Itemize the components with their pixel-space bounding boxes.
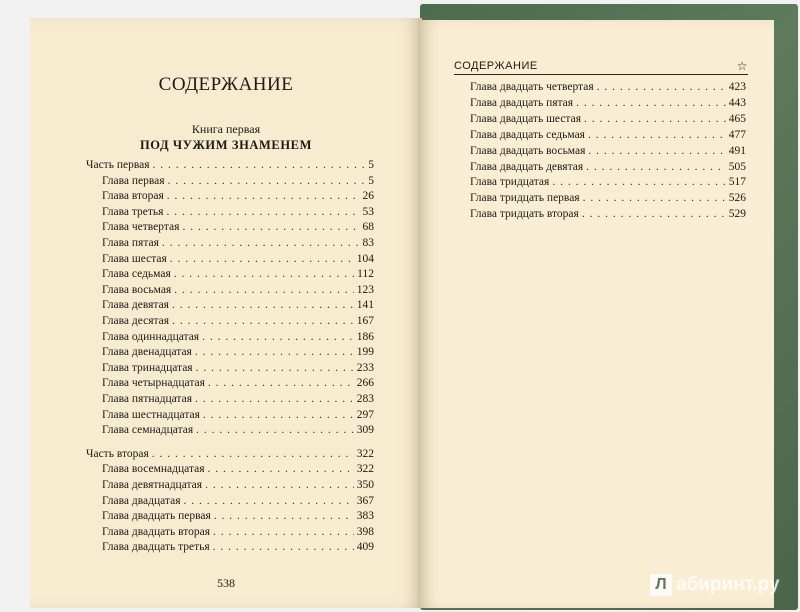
entry-page-number: 367 — [356, 494, 374, 507]
entry-label: Глава двадцать шестая — [470, 112, 581, 125]
entry-page-number: 26 — [362, 190, 374, 203]
entry-label: Глава тридцать вторая — [470, 208, 579, 221]
toc-chapter-entry — [102, 478, 374, 492]
dot-leader — [208, 462, 354, 476]
toc-chapter-entry — [470, 128, 746, 142]
toc-chapter-entry — [102, 267, 374, 281]
dot-leader — [584, 112, 726, 126]
dot-leader — [214, 509, 354, 523]
entry-page-number: 409 — [356, 541, 374, 554]
dot-leader — [213, 525, 354, 539]
toc-chapter-entry — [102, 540, 374, 554]
entry-page-number: 526 — [728, 192, 746, 205]
entry-label: Глава шестая — [102, 252, 167, 265]
entry-label: Глава двадцать седьмая — [470, 128, 585, 141]
dot-leader — [552, 175, 725, 189]
entry-label: Глава третья — [102, 205, 164, 218]
entry-label: Глава девятая — [102, 299, 169, 312]
dot-leader — [202, 330, 354, 344]
entry-page-number: 112 — [357, 268, 374, 281]
entry-label: Глава восемнадцатая — [102, 463, 205, 476]
entry-label: Глава вторая — [102, 190, 164, 203]
toc-chapter-entry — [102, 236, 374, 250]
dot-leader — [213, 540, 354, 554]
dot-leader — [196, 361, 354, 375]
dot-leader — [153, 158, 366, 172]
toc-chapter-entry — [102, 252, 374, 266]
toc-chapter-entry — [470, 80, 746, 94]
entry-label: Глава тридцатая — [470, 176, 550, 189]
dot-leader — [184, 494, 354, 508]
entry-page-number: 491 — [728, 144, 746, 157]
dot-leader — [588, 144, 725, 158]
entry-page-number: 104 — [356, 252, 374, 265]
toc-chapter-entry — [470, 175, 746, 189]
dot-leader — [588, 128, 726, 142]
toc-chapter-entry — [102, 462, 374, 476]
dot-leader — [582, 207, 726, 221]
entry-page-number: 309 — [356, 424, 374, 437]
toc-chapter-entry — [102, 345, 374, 359]
entry-label: Глава шестнадцатая — [102, 408, 200, 421]
entry-label: Глава четвертая — [102, 221, 180, 234]
entry-page-number: 167 — [356, 315, 374, 327]
entry-page-number: 83 — [362, 237, 374, 249]
toc-chapter-entry — [470, 160, 746, 174]
entry-page-number: 477 — [728, 128, 746, 141]
entry-label: Глава двадцать первая — [102, 510, 211, 523]
entry-label: Глава двадцатая — [102, 494, 181, 507]
toc-chapter-entry — [102, 376, 374, 390]
entry-page-number: 53 — [362, 205, 374, 218]
left-page — [30, 18, 422, 608]
toc-chapter-entry — [102, 189, 374, 203]
dot-leader — [174, 283, 354, 297]
watermark-text: абиринт.ру — [676, 574, 780, 595]
toc-chapter-entry — [102, 205, 374, 219]
dot-leader — [170, 252, 354, 266]
watermark — [650, 574, 780, 596]
running-head — [454, 60, 748, 75]
entry-label: Глава пятнадцатая — [102, 393, 192, 405]
entry-label: Часть вторая — [86, 447, 149, 460]
entry-label: Часть первая — [86, 159, 150, 171]
toc-chapter-entry — [102, 283, 374, 297]
toc-chapter-entry — [102, 494, 374, 508]
toc-title: СОДЕРЖАНИЕ — [158, 74, 294, 95]
dot-leader — [195, 345, 354, 359]
entry-page-number: 517 — [728, 176, 746, 189]
dot-leader — [208, 376, 354, 390]
entry-page-number: 350 — [356, 479, 374, 491]
dot-leader — [205, 478, 354, 492]
entry-page-number: 505 — [728, 160, 746, 173]
dot-leader — [196, 423, 354, 437]
entry-label: Глава одиннадцатая — [102, 330, 200, 343]
entry-page-number: 443 — [728, 96, 746, 109]
entry-label: Глава тринадцатая — [102, 361, 193, 374]
book-label: Книга первая — [191, 122, 261, 136]
entry-label: Глава двадцать девятая — [470, 160, 584, 173]
toc-chapter-entry — [102, 298, 374, 312]
entry-page-number: 141 — [356, 299, 374, 312]
entry-label: Глава первая — [102, 174, 165, 187]
entry-page-number: 529 — [728, 208, 746, 221]
dot-leader — [168, 174, 366, 188]
book-title: ПОД ЧУЖИМ ЗНАМЕНЕМ — [139, 138, 313, 152]
entry-label: Глава семнадцатая — [102, 424, 194, 437]
toc-part-entry — [86, 158, 374, 172]
toc-chapter-entry — [470, 207, 746, 221]
dot-leader — [583, 191, 726, 205]
entry-label: Глава восьмая — [102, 283, 172, 296]
entry-page-number: 5 — [368, 174, 374, 187]
toc-chapter-entry — [470, 144, 746, 158]
entry-label: Глава двадцать восьмая — [470, 144, 586, 157]
dot-leader — [576, 96, 726, 110]
entry-page-number: 322 — [356, 463, 374, 476]
entry-label: Глава четырнадцатая — [102, 377, 205, 390]
dot-leader — [162, 236, 360, 250]
dot-leader — [597, 80, 726, 94]
entry-label: Глава девятнадцатая — [102, 479, 203, 491]
entry-page-number: 423 — [728, 81, 746, 93]
entry-page-number: 465 — [728, 112, 746, 125]
toc-chapter-entry — [102, 220, 374, 234]
toc-chapter-entry — [102, 408, 374, 422]
running-head-title: СОДЕРЖАНИЕ — [454, 60, 538, 72]
dot-leader — [172, 298, 354, 312]
entry-page-number: 5 — [368, 159, 374, 171]
toc-chapter-entry — [102, 509, 374, 523]
dot-leader — [586, 160, 726, 174]
toc-chapter-entry — [470, 191, 746, 205]
entry-page-number: 322 — [356, 447, 374, 460]
toc-chapter-entry — [102, 361, 374, 375]
entry-page-number: 398 — [356, 525, 374, 538]
dot-leader — [195, 392, 354, 406]
toc-chapter-entry — [470, 96, 746, 110]
dot-leader — [172, 314, 354, 328]
page-number: 538 — [217, 576, 235, 590]
entry-label: Глава седьмая — [102, 268, 171, 281]
toc-chapter-entry — [102, 330, 374, 344]
entry-page-number: 123 — [356, 283, 374, 296]
entry-page-number: 383 — [356, 510, 374, 523]
labirint-logo-icon: Л — [650, 574, 672, 596]
toc-chapter-entry — [470, 112, 746, 126]
dot-leader — [167, 189, 360, 203]
toc-part-entry — [86, 447, 374, 461]
entry-page-number: 266 — [356, 377, 374, 390]
entry-page-number: 297 — [356, 408, 374, 421]
dot-leader — [174, 267, 354, 281]
toc-chapter-entry — [102, 174, 374, 188]
toc-chapter-entry — [102, 314, 374, 328]
entry-page-number: 233 — [356, 361, 374, 374]
toc-chapter-entry — [102, 525, 374, 539]
entry-label: Глава двадцать вторая — [102, 525, 210, 538]
entry-page-number: 68 — [362, 221, 374, 234]
entry-page-number: 199 — [356, 346, 374, 359]
dot-leader — [203, 408, 354, 422]
right-page — [418, 20, 774, 608]
entry-label: Глава двадцать четвертая — [470, 81, 594, 93]
entry-label: Глава тридцать первая — [470, 192, 580, 205]
dot-leader — [152, 447, 354, 461]
star-icon: ☆ — [736, 59, 748, 73]
entry-page-number: 283 — [356, 393, 374, 405]
entry-label: Глава двенадцатая — [102, 346, 192, 359]
dot-leader — [166, 205, 359, 219]
toc-chapter-entry — [102, 392, 374, 406]
entry-label: Глава десятая — [102, 315, 170, 327]
dot-leader — [182, 220, 359, 234]
entry-label: Глава двадцать пятая — [470, 96, 574, 109]
entry-label: Глава пятая — [102, 237, 159, 249]
toc-chapter-entry — [102, 423, 374, 437]
entry-page-number: 186 — [356, 330, 374, 343]
entry-label: Глава двадцать третья — [102, 541, 210, 554]
